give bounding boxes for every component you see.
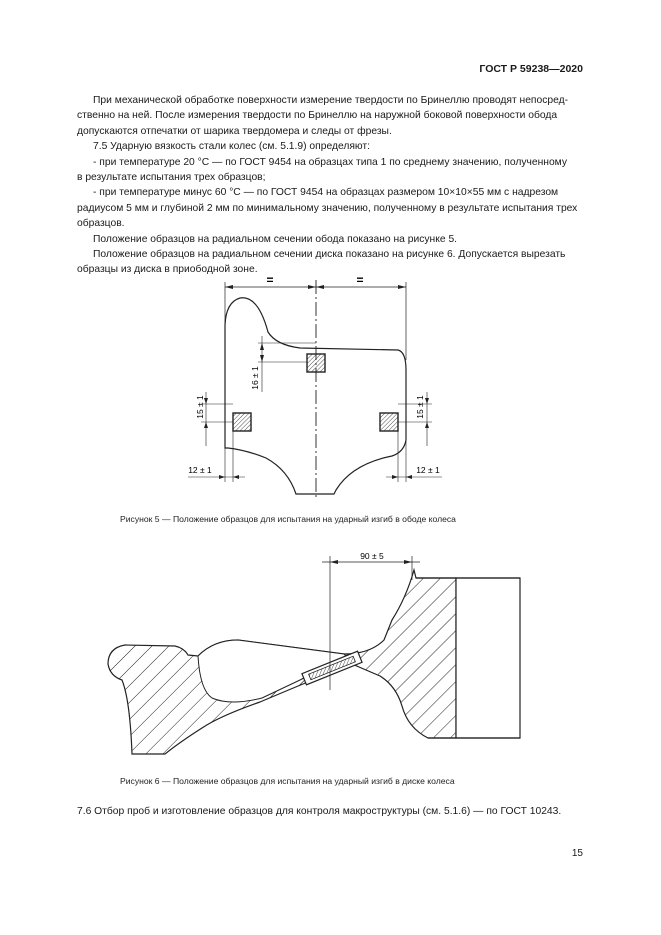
dim-right-bottom-label: 12 ± 1 [416,465,440,475]
paragraph-line: ственно на ней. После измерения твердости по Бринеллю на наружной боковой поверхности обода [77,110,558,122]
dim-top-label: 90 ± 5 [360,551,384,561]
footer-paragraph-text: 7.6 Отбор проб и изготовление образцов для контроля макроструктуры (см. 5.1.6) — по ГОСТ 10243. [77,806,562,817]
paragraph-line: Положение образцов на радиальном сечении обода показано на рисунке 5. [93,233,458,245]
equal-sign-right: = [356,273,364,287]
document-header: ГОСТ Р 59238—2020 [479,63,583,75]
paragraph-line: радиусом 5 мм и глубиной 2 мм по минимальному значению, полученному в результате испытания трех [77,202,578,214]
paragraph-line: - при температуре минус 60 °С — по ГОСТ 9454 на образцах размером 10×10×55 мм с надрезом [93,187,559,199]
paragraph-line: При механической обработке поверхности измерение твердости по Бринеллю проводят непосред- [93,95,569,106]
paragraph-line: 7.5 Ударную вязкость стали колес (см. 5.1.9) определяют: [93,141,370,153]
rim-block [456,578,520,738]
page-number: 15 [571,848,583,859]
paragraph-line: Положение образцов на радиальном сечении диска показано на рисунке 6. Допускается вырезать [93,249,566,261]
paragraph-line: образцы из диска в приободной зоне. [77,264,258,276]
paragraph-line: допускаются отпечатки от шарика твердомера и следы от фрезы. [77,125,392,137]
dim-center-label: 16 ± 1 [250,366,260,390]
figure-5-caption: Рисунок 5 — Положение образцов для испытания на ударный изгиб в ободе колеса [120,514,456,524]
paragraph-line: образцов. [77,218,125,230]
figure-6-caption: Рисунок 6 — Положение образцов для испытания на ударный изгиб в диске колеса [120,776,455,786]
paragraph-line: в результате испытания трех образцов; [77,172,266,184]
dim-left-bottom-label: 12 ± 1 [188,465,212,475]
dim-left-vertical-label: 15 ± 1 [195,395,205,419]
dim-right-vertical-label: 15 ± 1 [415,395,425,419]
footer-paragraph [77,804,583,819]
paragraph-line: - при температуре 20 °С — по ГОСТ 9454 на образцах типа 1 по среднему значению, полученному [93,156,568,168]
equal-sign-left: = [266,273,274,287]
